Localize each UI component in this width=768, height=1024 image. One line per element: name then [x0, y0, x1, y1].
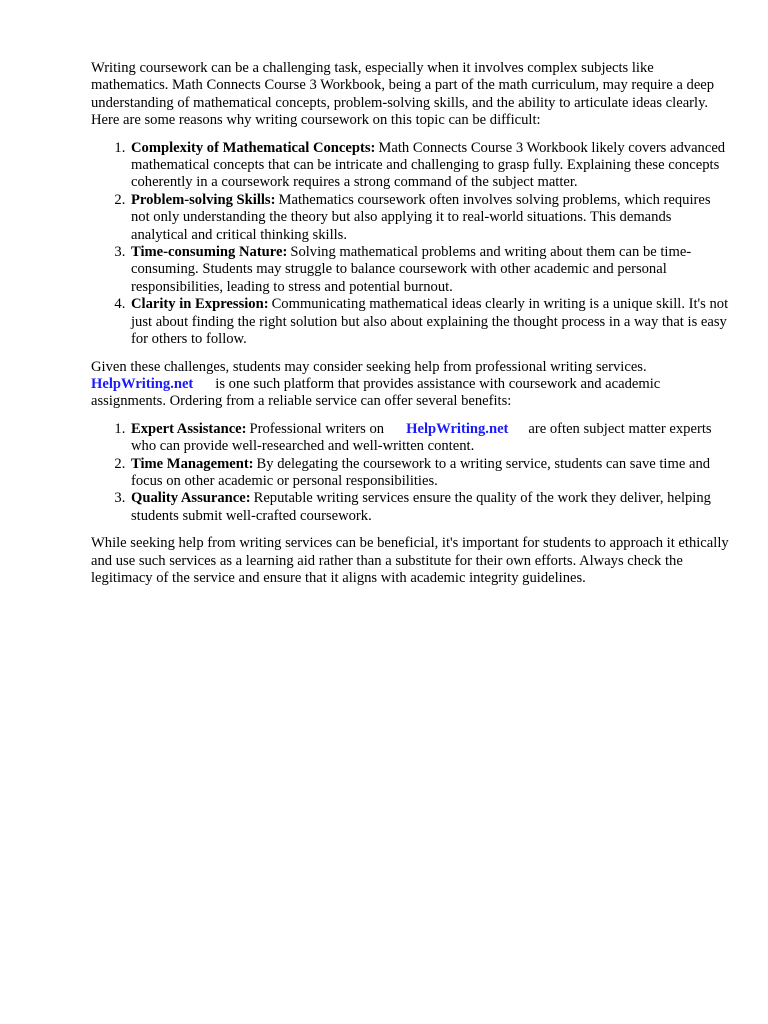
list-item: [129, 296, 731, 348]
benefits-list: [91, 421, 731, 525]
list-item-term: Expert Assistance:: [131, 420, 247, 437]
closing-paragraph: While seeking help from writing services can be beneficial, it's important for students to approach it ethically and use such services as a learning aid rather than a substitute for their own efforts. Always check the legitimacy of the service and ensure that it aligns with academic integrity guidelines.: [91, 535, 729, 586]
services-description-text: is one such platform that provides assistance with coursework and academic assignments. Ordering from a reliable service can offer several benefits:: [91, 375, 661, 410]
challenges-list: [91, 140, 731, 349]
helpwriting-link[interactable]: HelpWriting.net: [406, 420, 509, 437]
list-item-term: Clarity in Expression:: [131, 296, 269, 313]
list-item: [129, 421, 731, 456]
services-paragraph: [91, 359, 731, 411]
list-item: [129, 192, 731, 244]
list-item-text: Mathematics coursework often involves solving problems, which requires not only understanding the theory but also applying it to real-world situations. This demands analytical and critical thinking skills.: [131, 191, 711, 243]
list-item-text: Communicating mathematical ideas clearly in writing is a unique skill. It's not just about finding the right solution but also about explaining the thought process in a way that is easy for others to follow.: [131, 296, 729, 348]
list-item: [129, 490, 731, 525]
list-item-term: Problem-solving Skills:: [131, 191, 276, 208]
list-item-text: Professional writers on: [249, 420, 385, 437]
services-intro-text: Given these challenges, students may consider seeking help from professional writing services.: [91, 358, 647, 375]
list-item-text: Reputable writing services ensure the quality of the work they deliver, helping students submit well-crafted coursework.: [131, 490, 711, 524]
list-item-text: Solving mathematical problems and writing about them can be time-consuming. Students may struggle to balance coursework with other academic and personal responsibilities, leading to stress and potential burnout.: [131, 244, 692, 295]
document-page: [91, 60, 731, 587]
list-item-text: By delegating the coursework to a writing service, students can save time and focus on other academic or personal responsibilities.: [131, 455, 711, 489]
list-item-text: Math Connects Course 3 Workbook likely covers advanced mathematical concepts that can be intricate and challenging to grasp fully. Explaining these concepts coherently in a coursework requires a strong command of the subject matter.: [131, 139, 726, 191]
list-item: [129, 140, 731, 192]
helpwriting-link[interactable]: HelpWriting.net: [91, 375, 194, 392]
list-item-text: are often subject matter experts who can provide well-researched and well-written content.: [131, 420, 712, 455]
list-item: [129, 456, 731, 491]
list-item-term: Time Management:: [131, 455, 254, 472]
list-item-term: Complexity of Mathematical Concepts:: [131, 139, 376, 156]
list-item: [129, 244, 731, 296]
list-item-term: Time-consuming Nature:: [131, 244, 288, 261]
intro-paragraph: Writing coursework can be a challenging task, especially when it involves complex subjects like mathematics. Math Connects Course 3 Workbook, being a part of the math curriculum, may require a deep understanding of mathematical concepts, problem-solving skills, and the ability to articulate ideas clearly. Here are some reasons why writing coursework on this topic can be difficult:: [91, 60, 715, 129]
list-item-term: Quality Assurance:: [131, 490, 251, 507]
